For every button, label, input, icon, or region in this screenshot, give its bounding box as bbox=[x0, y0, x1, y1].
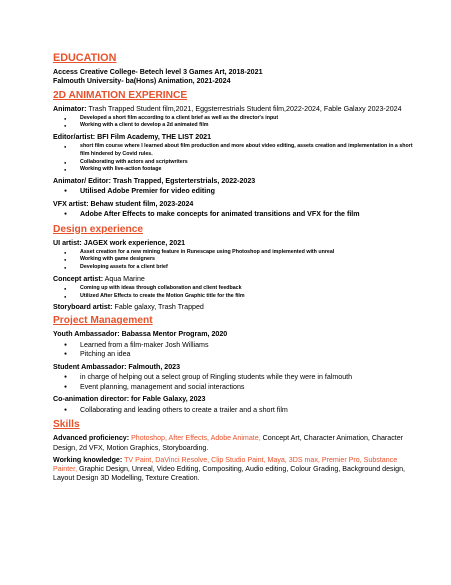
list-item: ● short film course where I learned about film production and more about video editing, assets creation and implementation in a short film hindered by Covid rules. bbox=[80, 143, 413, 158]
list-item: ● Developing assets for a client brief bbox=[80, 264, 413, 272]
design-heading: Design experience bbox=[53, 223, 144, 235]
list-item: ● Utilised Adobe Premier for video editing bbox=[80, 187, 413, 197]
education-heading: EDUCATION bbox=[53, 52, 117, 64]
list-item: ● Adobe After Effects to make concepts for animated transitions and VFX for the film bbox=[80, 210, 413, 220]
animation-role-1 bbox=[53, 105, 413, 114]
design-role-2-label: Concept artist: bbox=[53, 274, 104, 283]
skills-advanced bbox=[53, 434, 413, 453]
education-line-2: Falmouth University- ba(Hons) Animation, 2021-2024 bbox=[53, 77, 231, 86]
pm-role-2: Student Ambassador: Falmouth, 2023 bbox=[53, 362, 181, 371]
pm-role-1-list bbox=[53, 341, 413, 360]
animation-role-2-list bbox=[53, 143, 413, 173]
animation-role-1-list bbox=[53, 115, 413, 130]
animation-role-2: Editor/artist: BFI Film Academy, THE LIST 2021 bbox=[53, 133, 212, 142]
design-role-2-list bbox=[53, 285, 413, 300]
list-item: ● Pitching an idea bbox=[80, 350, 413, 360]
pm-role-2-list bbox=[53, 373, 413, 392]
list-item: ● Developed a short film according to a client brief as well as the director's input bbox=[80, 115, 413, 123]
skills-working bbox=[53, 456, 413, 484]
list-item: ● Utilized After Effects to create the Motion Graphic title for the film bbox=[80, 293, 413, 301]
skills-advanced-tools: Photoshop, After Effects, Adobe Animate, bbox=[129, 434, 261, 443]
list-item: ● Working with a client to develop a 2d animated film bbox=[80, 122, 413, 130]
design-role-3 bbox=[53, 303, 413, 312]
skills-working-tools: TV Paint, DaVinci Resolve, Clip Studio Paint, Maya, 3DS max, Premier Pro, Substance Painter, bbox=[53, 455, 398, 474]
list-item: ● Collaborating and leading others to create a trailer and a short film bbox=[80, 406, 413, 416]
animation-role-1-text: Trash Trapped Student film,2021, Eggsterrestrials Student film,2022-2024, Fable Galaxy 2023-2024 bbox=[86, 104, 402, 113]
list-item: ● Working with live-action footage bbox=[80, 166, 413, 174]
design-role-2 bbox=[53, 275, 413, 284]
animation-heading: 2D ANIMATION EXPERINCE bbox=[53, 89, 188, 101]
list-item: ● Event planning, management and social interactions bbox=[80, 383, 413, 393]
skills-working-rest: Graphic Design, Unreal, Video Editing, Compositing, Audio editing, Colour Grading, Background design, Layout Design 3D Modelling, Texture Creation. bbox=[53, 465, 406, 483]
animation-role-3: Animator/ Editor: Trash Trapped, Egsterterstrials, 2022-2023 bbox=[53, 176, 256, 185]
list-item: ● Asset creation for a new mining feature in Runescape using Photoshop and implemented with unreal bbox=[80, 249, 413, 257]
design-role-1-list bbox=[53, 249, 413, 272]
list-item: ● Collaborating with actors and scriptwriters bbox=[80, 159, 413, 167]
list-item: ● Coming up with ideas through collaboration and client feedback bbox=[80, 285, 413, 293]
pm-role-1: Youth Ambassador: Babassa Mentor Program, 2020 bbox=[53, 330, 228, 339]
skills-advanced-label: Advanced proficiency: bbox=[53, 434, 130, 443]
design-role-3-label: Storyboard artist: bbox=[53, 303, 113, 312]
skills-heading: Skills bbox=[53, 419, 80, 431]
design-role-1: UI artist: JAGEX work experience, 2021 bbox=[53, 238, 186, 247]
design-role-3-text: Fable galaxy, Trash Trapped bbox=[112, 303, 204, 312]
project-management-heading: Project Management bbox=[53, 315, 153, 327]
animation-role-4: VFX artist: Behaw student film, 2023-2024 bbox=[53, 199, 194, 208]
education-line-1: Access Creative College- Betech level 3 Games Art, 2018-2021 bbox=[53, 68, 263, 76]
animation-role-4-list bbox=[53, 210, 413, 220]
pm-role-3-list bbox=[53, 406, 413, 416]
design-role-2-text: Aqua Marine bbox=[103, 274, 145, 283]
pm-role-3: Co-animation director: for Fable Galaxy, 2023 bbox=[53, 395, 206, 404]
animation-role-1-label: Animator: bbox=[53, 104, 87, 113]
animation-role-3-list bbox=[53, 187, 413, 197]
list-item: ● in charge of helping out a select group of Ringling students while they were in falmouth bbox=[80, 373, 413, 383]
skills-advanced-rest: Concept Art, Character Animation, Character Design, 2d VFX, Motion Graphics, Storyboarding. bbox=[53, 434, 404, 452]
list-item: ● Working with game designers bbox=[80, 256, 413, 264]
skills-working-label: Working knowledge: bbox=[53, 455, 123, 464]
list-item: ● Learned from a film-maker Josh Williams bbox=[80, 341, 413, 351]
